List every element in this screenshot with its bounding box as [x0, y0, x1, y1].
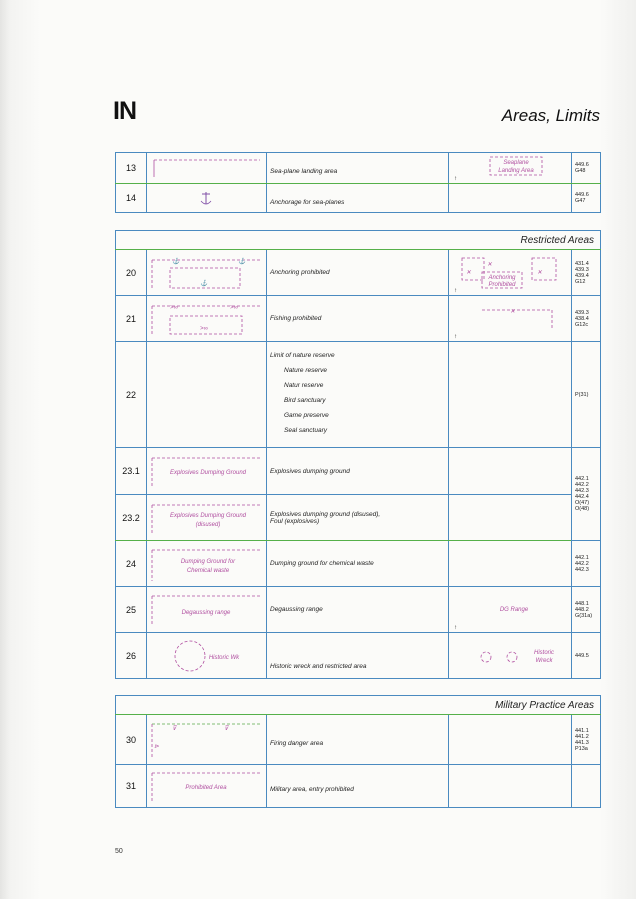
table-row [116, 184, 601, 213]
fishing-prohibited-symbol [150, 298, 262, 340]
description-sub: Nature reserve [284, 367, 327, 374]
firing-danger-symbol [150, 718, 262, 762]
svg-text:DG Range: DG Range [499, 606, 529, 613]
chapter-code: IN [113, 97, 136, 125]
svg-text:✕: ✕ [487, 261, 493, 268]
svg-text:Prohibited: Prohibited [488, 281, 516, 288]
symbol-cell [147, 765, 267, 808]
note-cell [449, 153, 572, 184]
svg-text:↑: ↑ [454, 624, 457, 631]
symbol-cell [147, 448, 267, 495]
svg-text:>∞: >∞ [230, 304, 238, 311]
table-row [116, 633, 601, 679]
symbol-cell [147, 495, 267, 541]
description: Dumping ground for chemical waste [267, 541, 449, 587]
svg-text:↑: ↑ [454, 333, 457, 340]
row-number: 21 [116, 296, 147, 342]
svg-text:⊽: ⊽ [224, 725, 229, 732]
row-number: 22 [116, 342, 147, 448]
refs [572, 765, 601, 808]
description-main: Limit of nature reserve [270, 352, 335, 359]
symbol-cell [147, 296, 267, 342]
svg-text:Wreck: Wreck [535, 657, 553, 664]
prohibited-area-symbol [150, 767, 262, 805]
anchor-icon [150, 186, 262, 210]
note-cell [449, 587, 572, 633]
row-number: 23.2 [116, 495, 147, 541]
svg-text:⊽: ⊽ [172, 725, 177, 732]
refs: 442.1 442.2 442.3 [572, 541, 601, 587]
anchoring-prohibited-label [452, 252, 570, 294]
table-row [116, 342, 601, 448]
row-number: 30 [116, 715, 147, 765]
refs: 448.1 448.2 G(31a) [572, 587, 601, 633]
svg-text:↑: ↑ [454, 287, 457, 294]
note-cell [449, 541, 572, 587]
anchoring-prohibited-symbol [150, 252, 262, 294]
table-military [115, 695, 601, 808]
description: Anchoring prohibited [267, 250, 449, 296]
svg-text:⚓: ⚓ [200, 280, 208, 287]
row-number: 24 [116, 541, 147, 587]
description: Anchorage for sea-planes [267, 184, 449, 213]
svg-text:Degaussing range: Degaussing range [181, 609, 231, 616]
svg-text:✕: ✕ [510, 308, 516, 315]
svg-text:>∞: >∞ [200, 325, 208, 332]
degaussing-range-symbol [150, 589, 262, 631]
row-number: 14 [116, 184, 147, 213]
symbol-cell [147, 184, 267, 213]
section-title: Military Practice Areas [116, 696, 601, 715]
table-row [116, 715, 601, 765]
page-title: Areas, Limits [501, 106, 600, 125]
description-sub: Game preserve [284, 412, 329, 419]
description-sub: Seal sanctuary [284, 427, 327, 434]
symbol-label: Explosives Dumping Ground [169, 470, 247, 476]
refs: P(31) [572, 342, 601, 448]
note-cell [449, 715, 572, 765]
description: Explosives dumping ground [267, 448, 449, 495]
description [267, 342, 449, 448]
description: Military area, entry prohibited [267, 765, 449, 808]
note-cell [449, 633, 572, 679]
svg-text:⊳: ⊳ [154, 743, 160, 750]
refs: 449.6 G47 [572, 184, 601, 213]
symbol-cell [147, 541, 267, 587]
svg-text:>∞: >∞ [170, 304, 178, 311]
seaplane-area-symbol [150, 155, 262, 181]
symbol-cell [147, 342, 267, 448]
chemical-dumping-symbol [150, 543, 262, 585]
svg-text:Anchoring: Anchoring [488, 274, 516, 281]
note-cell [449, 250, 572, 296]
seaplane-landing-label [452, 154, 570, 182]
table-row [116, 448, 601, 495]
svg-text:Prohibited Area: Prohibited Area [185, 785, 227, 791]
svg-text:Landing Area: Landing Area [498, 168, 534, 174]
row-number: 23.1 [116, 448, 147, 495]
table-row [116, 296, 601, 342]
explosives-dumping-disused-symbol [150, 497, 262, 539]
symbol-cell [147, 715, 267, 765]
table-row [116, 495, 601, 541]
refs: 441.1 441.2 441.3 P13a [572, 715, 601, 765]
table-top [115, 152, 601, 213]
symbol-cell [147, 633, 267, 679]
section-header [116, 696, 601, 715]
svg-text:Historic Wk: Historic Wk [208, 654, 240, 661]
note-cell [449, 184, 572, 213]
row-number: 25 [116, 587, 147, 633]
svg-text:✕: ✕ [466, 269, 472, 276]
table-row [116, 541, 601, 587]
table-row [116, 250, 601, 296]
table-row [116, 587, 601, 633]
svg-text:✕: ✕ [537, 269, 543, 276]
description: Sea-plane landing area [267, 153, 449, 184]
description: Fishing prohibited [267, 296, 449, 342]
refs: 439.3 438.4 G12c [572, 296, 601, 342]
svg-text:Chemical waste: Chemical waste [186, 567, 230, 574]
section-header [116, 231, 601, 250]
dg-range-label [452, 589, 570, 631]
refs: 442.1 442.2 442.3 442.4 O(47) O(48) [572, 448, 601, 541]
svg-text:⚓: ⚓ [238, 258, 246, 265]
table-restricted [115, 230, 601, 679]
note-cell [449, 448, 572, 495]
svg-text:(disused): (disused) [195, 521, 221, 528]
description: Degaussing range [267, 587, 449, 633]
row-number: 26 [116, 633, 147, 679]
table-row [116, 153, 601, 184]
refs: 431.4 439.3 439.4 G12 [572, 250, 601, 296]
refs: 449.5 [572, 633, 601, 679]
refs: 449.6 G48 [572, 153, 601, 184]
symbol-cell [147, 587, 267, 633]
svg-text:⚓: ⚓ [172, 258, 180, 265]
svg-text:Seaplane: Seaplane [503, 160, 529, 166]
row-number: 31 [116, 765, 147, 808]
description: Firing danger area [267, 715, 449, 765]
historic-wreck-label [452, 635, 570, 677]
svg-text:Explosives Dumping Ground: Explosives Dumping Ground [169, 512, 247, 519]
note-cell [449, 296, 572, 342]
page-number: 50 [115, 848, 123, 855]
table-row [116, 765, 601, 808]
note-cell [449, 342, 572, 448]
svg-text:↑: ↑ [454, 176, 457, 182]
section-title: Restricted Areas [116, 231, 601, 250]
symbol-cell [147, 153, 267, 184]
svg-text:Historic: Historic [533, 649, 555, 656]
note-cell [449, 765, 572, 808]
note-cell [449, 495, 572, 541]
explosives-dumping-symbol [150, 450, 262, 492]
description-sub: Bird sanctuary [284, 397, 326, 404]
row-number: 13 [116, 153, 147, 184]
historic-wreck-symbol [150, 635, 262, 677]
description: Historic wreck and restricted area [267, 633, 449, 679]
description-sub: Natur reserve [284, 382, 324, 389]
symbol-cell [147, 250, 267, 296]
description: Explosives dumping ground (disused), Foul (explosives) [267, 495, 449, 541]
row-number: 20 [116, 250, 147, 296]
svg-text:Dumping Ground for: Dumping Ground for [180, 558, 236, 565]
fishing-prohibited-label [452, 298, 570, 340]
